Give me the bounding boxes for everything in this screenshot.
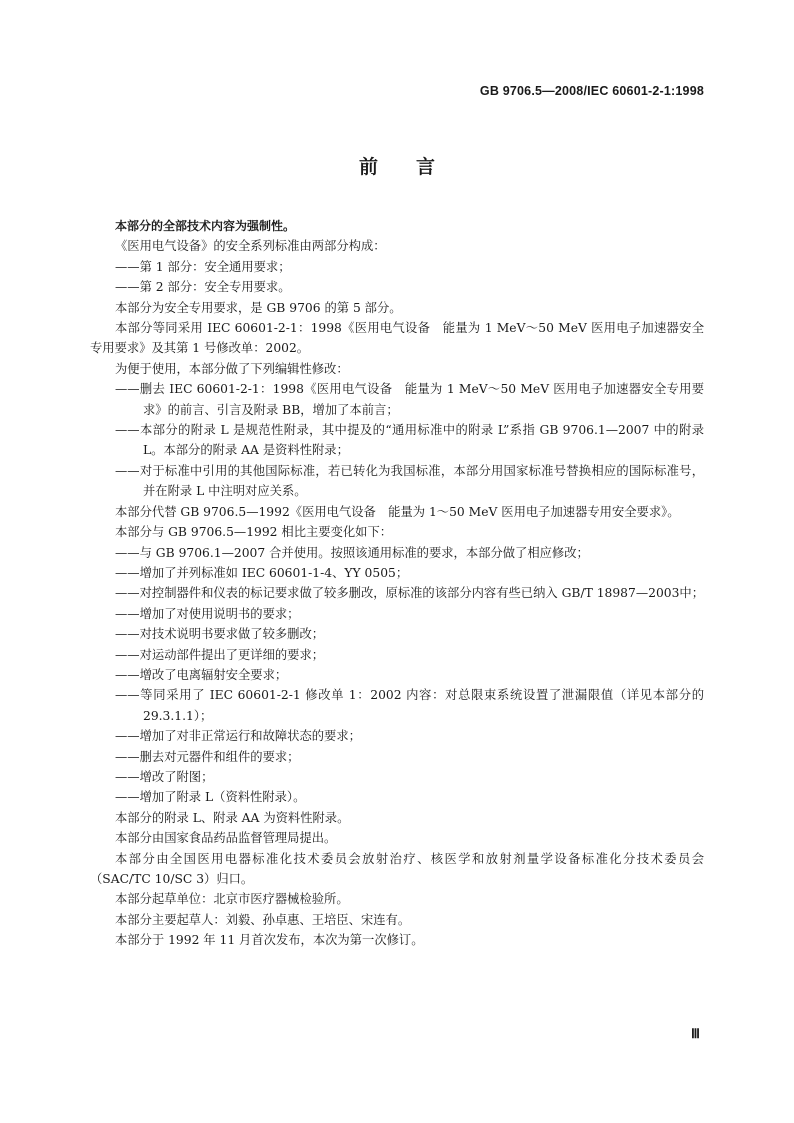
list-item: ——删去 IEC 60601-2-1：1998《医用电气设备 能量为 1 MeV～50 MeV 医用电子加速器安全专用要求》的前言、引言及附录 BB，增加了本前言； [115, 382, 704, 417]
list-item: ——增加了对使用说明书的要求； [115, 606, 300, 621]
list-item: ——增加了对非正常运行和故障状态的要求； [115, 729, 361, 744]
paragraph: 本部分于 1992 年 11 月首次发布，本次为第一次修订。 [115, 933, 424, 948]
list-item: ——对控制器件和仪表的标记要求做了较多删改，原标准的该部分内容有些已纳入 GB/T 18987—2003中； [115, 586, 705, 601]
standard-number-header: GB 9706.5—2008/IEC 60601-2-1:1998 [479, 84, 704, 98]
list-item: ——增改了电离辐射安全要求； [115, 667, 288, 682]
list-item: ——第 2 部分：安全专用要求。 [115, 280, 291, 295]
paragraph: 为便于使用，本部分做了下列编辑性修改： [115, 361, 349, 376]
page-title: 前言 [358, 156, 473, 178]
paragraph: 本部分由国家食品药品监督管理局提出。 [115, 831, 337, 846]
list-item: ——本部分的附录 L 是规范性附录，其中提及的“通用标准中的附录 L”系指 GB 9706.1—2007 中的附录 L。本部分的附录 AA 是资料性附录； [115, 423, 704, 458]
paragraph: 本部分的附录 L、附录 AA 为资料性附录。 [115, 810, 350, 825]
paragraph: 本部分的全部技术内容为强制性。 [115, 219, 296, 233]
list-item: ——等同采用了 IEC 60601-2-1 修改单 1：2002 内容：对总限束系统设置了泄漏限值（详见本部分的 29.3.1.1）； [115, 688, 704, 723]
list-item: ——第 1 部分：安全通用要求； [115, 259, 291, 274]
paragraph: 本部分等同采用 IEC 60601-2-1：1998《医用电气设备 能量为 1 MeV～50 MeV 医用电子加速器安全专用要求》及其第 1 号修改单：2002。 [90, 321, 704, 356]
paragraph: 本部分主要起草人：刘毅、孙卓惠、王培臣、宋连有。 [115, 912, 411, 927]
list-item: ——对于标准中引用的其他国际标准，若已转化为我国标准，本部分用国家标准号替换相应的国际标准号，并在附录 L 中注明对应关系。 [115, 463, 704, 499]
list-item: ——对技术说明书要求做了较多删改； [115, 627, 325, 642]
paragraph: 本部分起草单位：北京市医疗器械检验所。 [115, 892, 349, 907]
paragraph: 《医用电气设备》的安全系列标准由两部分构成： [115, 239, 386, 254]
list-item: ——增加了并列标准如 IEC 60601-1-4、YY 0505； [115, 565, 409, 580]
list-item: ——与 GB 9706.1—2007 合并使用。按照该通用标准的要求，本部分做了相应修改； [115, 545, 589, 560]
page-number: Ⅲ [691, 1026, 700, 1041]
list-item: ——增改了附图； [115, 769, 214, 784]
paragraph: 本部分代替 GB 9706.5—1992《医用电气设备 能量为 1～50 MeV 医用电子加速器专用安全要求》。 [115, 504, 680, 519]
list-item: ——删去对元器件和组件的要求； [115, 749, 300, 764]
foreword-body [90, 216, 704, 951]
list-item: ——对运动部件提出了更详细的要求； [115, 647, 325, 662]
paragraph: 本部分由全国医用电器标准化技术委员会放射治疗、核医学和放射剂量学设备标准化分技术委员会（SAC/TC 10/SC 3）归口。 [90, 851, 704, 886]
paragraph: 本部分为安全专用要求，是 GB 9706 的第 5 部分。 [115, 300, 402, 315]
paragraph: 本部分与 GB 9706.5—1992 相比主要变化如下： [115, 525, 393, 540]
list-item: ——增加了附录 L（资料性附录）。 [115, 790, 306, 805]
